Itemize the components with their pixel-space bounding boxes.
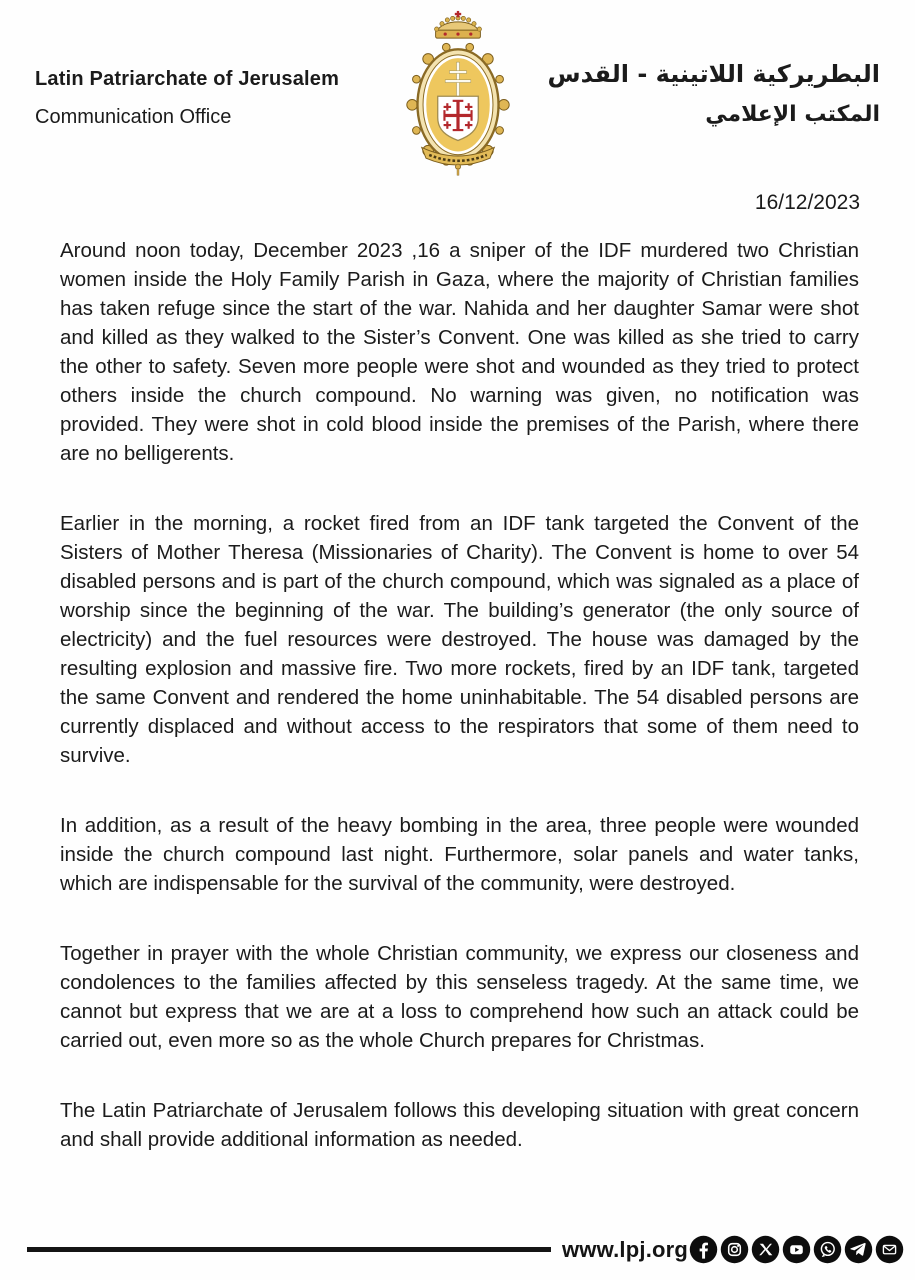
paragraph-4: Together in prayer with the whole Christian community, we express our closeness and condolences to the families affected by this senseless tragedy. At the same time, we cannot but express that we are at a loss to comprehend how such an attack could be carried out, even more so as the whole Church prepares for Christmas. bbox=[60, 942, 859, 1052]
header-right-block bbox=[547, 60, 880, 127]
paragraph-5: The Latin Patriarchate of Jerusalem follows this developing situation with great concern and shall provide additional information as needed. bbox=[60, 1099, 859, 1151]
office-arabic: المكتب الإعلامي bbox=[705, 102, 880, 127]
social-icons-row bbox=[689, 1235, 904, 1264]
org-name-arabic: البطريركية اللاتينية - القدس bbox=[547, 60, 880, 88]
crown-icon bbox=[434, 11, 481, 38]
jerusalem-cross-icon bbox=[443, 100, 472, 131]
footer bbox=[0, 1230, 915, 1272]
header-left-block bbox=[35, 68, 339, 129]
email-icon[interactable] bbox=[875, 1235, 904, 1264]
whatsapp-icon[interactable] bbox=[813, 1235, 842, 1264]
facebook-icon[interactable] bbox=[689, 1235, 718, 1264]
paragraph-3: In addition, as a result of the heavy bombing in the area, three people were wounded inside the church compound last night. Furthermore, solar panels and water tanks, which are indispensable for the survival of the community, were destroyed. bbox=[60, 814, 859, 895]
paragraph-1: Around noon today, December 2023 ,16 a sniper of the IDF murdered two Christian women inside the Holy Family Parish in Gaza, where the majority of Christian families has taken refuge since the start of the war. Nahida and her daughter Samar were shot and killed as they walked to the Sister’s Convent. One was killed as she tried to carry the other to safety. Seven more people were shot and wounded as they tried to protect others inside the church compound. No warning was given, no notification was provided. They were shot in cold blood inside the premises of the Parish, where there are no belligerents. bbox=[60, 239, 859, 465]
footer-divider bbox=[27, 1247, 551, 1252]
coat-of-arms-logo bbox=[394, 6, 522, 178]
website-link[interactable]: www.lpj.org bbox=[562, 1237, 689, 1262]
paragraph-2: Earlier in the morning, a rocket fired from an IDF tank targeted the Convent of the Sisters of Mother Theresa (Missionaries of Charity). The Convent is home to over 54 disabled persons and is part of the church compound, which was signaled as a place of worship since the beginning of the war. The building’s generator (the only source of electricity) and the fuel resources were destroyed. The house was damaged by the resulting explosion and massive fire. Two more rockets, fired by an IDF tank, targeted the same Convent and rendered the home uninhabitable. The 54 disabled persons are currently displaced and without access to the respirators that some of them need to survive. bbox=[60, 512, 859, 767]
office-english: Communication Office bbox=[35, 106, 232, 128]
document-date: 16/12/2023 bbox=[754, 191, 860, 214]
telegram-icon[interactable] bbox=[844, 1235, 873, 1264]
instagram-icon[interactable] bbox=[720, 1235, 749, 1264]
latin-patriarchate-crest-icon bbox=[394, 6, 522, 178]
youtube-icon[interactable] bbox=[782, 1235, 811, 1264]
x-twitter-icon[interactable] bbox=[751, 1235, 780, 1264]
org-name-english: Latin Patriarchate of Jerusalem bbox=[35, 68, 340, 90]
statement-body bbox=[60, 236, 859, 1154]
